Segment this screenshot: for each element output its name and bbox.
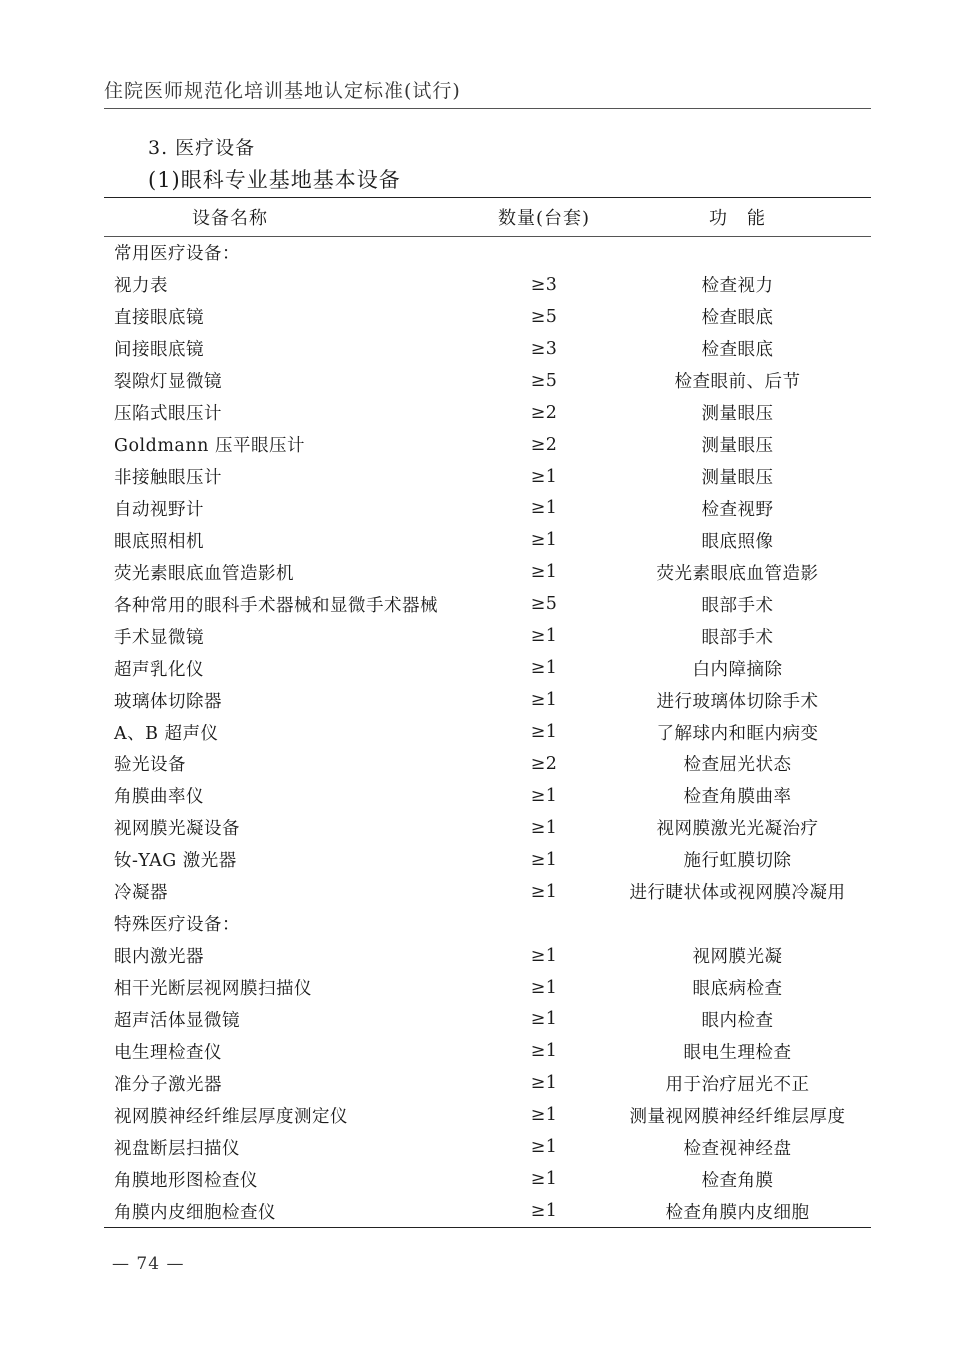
column-header-name: 设备名称 bbox=[192, 208, 268, 229]
cell-function: 检查角膜曲率 bbox=[683, 787, 792, 808]
cell-device-name: 特殊医疗设备： bbox=[114, 915, 240, 936]
table-body bbox=[104, 237, 871, 1228]
cell-device-name: 直接眼底镜 bbox=[114, 308, 204, 329]
cell-device-name: A、B 超声仪 bbox=[114, 723, 219, 744]
cell-device-name: 角膜曲率仪 bbox=[114, 787, 204, 808]
cell-device-name: 视网膜神经纤维层厚度测定仪 bbox=[114, 1106, 348, 1127]
cell-device-name: 视盘断层扫描仪 bbox=[114, 1138, 240, 1159]
cell-quantity: ≥1 bbox=[530, 1137, 558, 1158]
cell-function: 视网膜光凝 bbox=[692, 947, 783, 968]
table-row bbox=[104, 844, 871, 876]
table-title: (1)眼科专业基地基本设备 bbox=[148, 168, 401, 192]
cell-function: 眼内检查 bbox=[701, 1010, 774, 1031]
table-row bbox=[104, 461, 871, 493]
table-header bbox=[104, 198, 871, 237]
table-row bbox=[104, 876, 871, 908]
cell-quantity: ≥1 bbox=[530, 1041, 558, 1062]
cell-function: 检查视力 bbox=[701, 276, 774, 297]
table-row bbox=[104, 972, 871, 1004]
cell-function bbox=[604, 237, 871, 269]
cell-function: 检查角膜 bbox=[701, 1170, 774, 1191]
cell-quantity: ≥1 bbox=[530, 881, 558, 902]
cell-device-name: 角膜内皮细胞检查仪 bbox=[114, 1202, 276, 1223]
section-title: 3. 医疗设备 bbox=[148, 137, 256, 159]
cell-device-name: 眼内激光器 bbox=[114, 947, 204, 968]
cell-quantity bbox=[484, 237, 604, 269]
cell-quantity: ≥3 bbox=[530, 274, 558, 295]
cell-function: 测量视网膜神经纤维层厚度 bbox=[629, 1106, 846, 1127]
table-row bbox=[104, 365, 871, 397]
cell-function: 视网膜激光光凝治疗 bbox=[656, 819, 819, 840]
table-row bbox=[104, 556, 871, 588]
cell-quantity: ≥1 bbox=[530, 722, 558, 743]
cell-function: 眼电生理检查 bbox=[683, 1042, 792, 1063]
cell-quantity: ≥5 bbox=[530, 594, 558, 615]
cell-function: 眼部手术 bbox=[701, 627, 774, 648]
cell-device-name: 裂隙灯显微镜 bbox=[114, 372, 222, 393]
cell-function: 检查角膜内皮细胞 bbox=[665, 1202, 810, 1223]
table-row bbox=[104, 1035, 871, 1067]
table-row bbox=[104, 301, 871, 333]
cell-device-name: 冷凝器 bbox=[114, 883, 168, 904]
table-row bbox=[104, 397, 871, 429]
cell-function: 了解球内和眶内病变 bbox=[656, 723, 819, 744]
cell-device-name: 自动视野计 bbox=[114, 499, 204, 520]
cell-device-name: 各种常用的眼科手术器械和显微手术器械 bbox=[114, 595, 438, 616]
cell-quantity: ≥1 bbox=[530, 530, 558, 551]
table-row bbox=[104, 908, 871, 940]
cell-device-name: 验光设备 bbox=[114, 755, 186, 776]
table-row bbox=[104, 748, 871, 780]
table-row bbox=[104, 237, 871, 269]
cell-device-name: 非接触眼压计 bbox=[114, 468, 222, 489]
column-header-quantity: 数量(台套) bbox=[497, 208, 591, 229]
cell-device-name: 超声活体显微镜 bbox=[114, 1010, 240, 1031]
cell-quantity: ≥1 bbox=[530, 690, 558, 711]
cell-device-name: 视力表 bbox=[114, 276, 168, 297]
cell-function: 检查视野 bbox=[701, 499, 774, 520]
table-row bbox=[104, 684, 871, 716]
cell-device-name: 视网膜光凝设备 bbox=[114, 819, 240, 840]
cell-function: 检查眼前、后节 bbox=[674, 372, 801, 393]
cell-function: 施行虹膜切除 bbox=[683, 851, 792, 872]
table-row bbox=[104, 716, 871, 748]
cell-quantity: ≥5 bbox=[530, 370, 558, 391]
table-row bbox=[104, 524, 871, 556]
table-row bbox=[104, 429, 871, 461]
cell-function: 进行睫状体或视网膜冷凝用 bbox=[629, 883, 846, 904]
cell-device-name: 荧光素眼底血管造影机 bbox=[114, 563, 294, 584]
cell-quantity: ≥2 bbox=[530, 402, 558, 423]
cell-device-name: 超声乳化仪 bbox=[114, 659, 204, 680]
cell-function: 白内障摘除 bbox=[692, 659, 783, 680]
table-row bbox=[104, 1099, 871, 1131]
cell-quantity: ≥1 bbox=[530, 562, 558, 583]
cell-function: 检查屈光状态 bbox=[683, 755, 792, 776]
table-row bbox=[104, 1163, 871, 1195]
page-header-title: 住院医师规范化培训基地认定标准(试行) bbox=[104, 80, 461, 102]
cell-quantity: ≥1 bbox=[530, 658, 558, 679]
cell-device-name: 钕-YAG 激光器 bbox=[114, 851, 237, 872]
cell-quantity: ≥1 bbox=[530, 785, 558, 806]
cell-function: 进行玻璃体切除手术 bbox=[656, 691, 819, 712]
cell-function: 用于治疗屈光不正 bbox=[665, 1074, 810, 1095]
cell-function: 测量眼压 bbox=[701, 468, 774, 489]
table-row bbox=[104, 812, 871, 844]
cell-device-name: 准分子激光器 bbox=[114, 1074, 222, 1095]
cell-quantity: ≥1 bbox=[530, 498, 558, 519]
cell-device-name: 眼底照相机 bbox=[114, 531, 204, 552]
cell-device-name: 压陷式眼压计 bbox=[114, 404, 222, 425]
table-row bbox=[104, 1131, 871, 1163]
cell-quantity: ≥2 bbox=[530, 753, 558, 774]
cell-quantity: ≥3 bbox=[530, 338, 558, 359]
cell-function: 测量眼压 bbox=[701, 436, 774, 457]
cell-function: 眼部手术 bbox=[701, 595, 774, 616]
column-header-function: 功 能 bbox=[709, 208, 766, 229]
cell-function: 荧光素眼底血管造影 bbox=[656, 563, 819, 584]
table-row bbox=[104, 493, 871, 525]
cell-quantity: ≥1 bbox=[530, 977, 558, 998]
cell-function: 测量眼压 bbox=[701, 404, 774, 425]
cell-quantity: ≥5 bbox=[530, 306, 558, 327]
cell-function: 检查眼底 bbox=[701, 308, 774, 329]
cell-quantity: ≥1 bbox=[530, 626, 558, 647]
cell-quantity: ≥1 bbox=[530, 817, 558, 838]
table-row bbox=[104, 652, 871, 684]
cell-quantity: ≥1 bbox=[530, 849, 558, 870]
cell-device-name: 相干光断层视网膜扫描仪 bbox=[114, 979, 312, 1000]
cell-function: 眼底照像 bbox=[701, 531, 774, 552]
equipment-table bbox=[104, 197, 871, 1228]
table-row bbox=[104, 269, 871, 301]
cell-device-name: 间接眼底镜 bbox=[114, 340, 204, 361]
table-row bbox=[104, 780, 871, 812]
cell-quantity bbox=[484, 908, 604, 940]
table-row bbox=[104, 588, 871, 620]
cell-device-name: 常用医疗设备： bbox=[114, 244, 240, 265]
cell-device-name: 手术显微镜 bbox=[114, 627, 204, 648]
cell-quantity: ≥1 bbox=[530, 1105, 558, 1126]
table-header-row bbox=[104, 198, 871, 237]
cell-function: 检查眼底 bbox=[701, 340, 774, 361]
table-row bbox=[104, 1004, 871, 1036]
table-row bbox=[104, 940, 871, 972]
cell-quantity: ≥2 bbox=[530, 434, 558, 455]
page-number: — 74 — bbox=[112, 1254, 185, 1274]
cell-quantity: ≥1 bbox=[530, 466, 558, 487]
table-row bbox=[104, 333, 871, 365]
cell-device-name: 玻璃体切除器 bbox=[114, 691, 222, 712]
cell-quantity: ≥1 bbox=[530, 1009, 558, 1030]
equipment-table-container bbox=[104, 197, 871, 1228]
cell-device-name: Goldmann 压平眼压计 bbox=[114, 436, 305, 457]
cell-device-name: 角膜地形图检查仪 bbox=[114, 1170, 258, 1191]
cell-function: 检查视神经盘 bbox=[683, 1138, 792, 1159]
cell-device-name: 电生理检查仪 bbox=[114, 1042, 222, 1063]
cell-function: 眼底病检查 bbox=[692, 979, 783, 1000]
cell-quantity: ≥1 bbox=[530, 1169, 558, 1190]
cell-function bbox=[604, 908, 871, 940]
cell-quantity: ≥1 bbox=[530, 1073, 558, 1094]
header-divider bbox=[104, 108, 871, 109]
table-row bbox=[104, 1195, 871, 1227]
table-row bbox=[104, 620, 871, 652]
table-row bbox=[104, 1067, 871, 1099]
cell-quantity: ≥1 bbox=[530, 945, 558, 966]
cell-quantity: ≥1 bbox=[530, 1201, 558, 1222]
